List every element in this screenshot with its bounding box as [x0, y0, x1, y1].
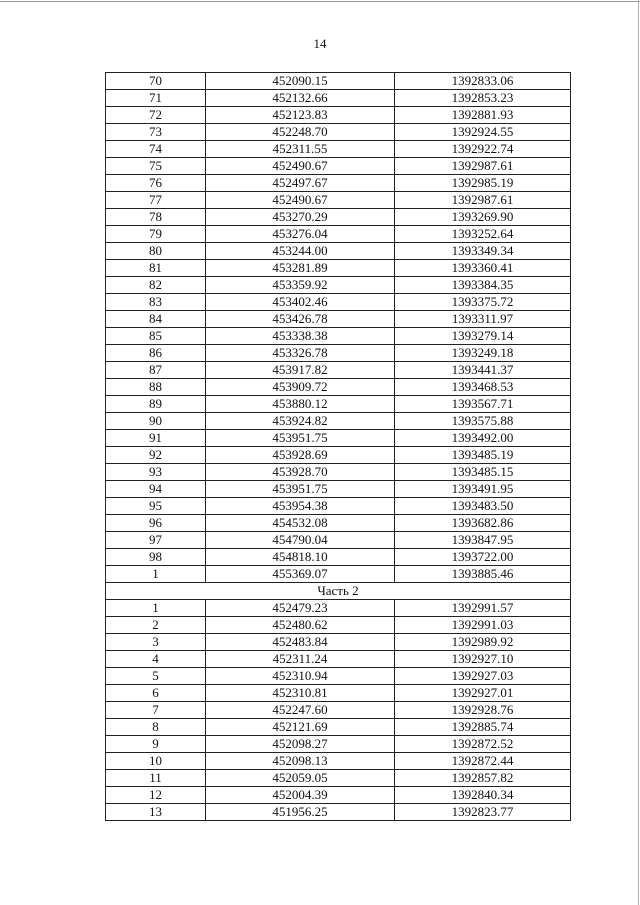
- y-coordinate-cell: 1393311.97: [395, 311, 571, 328]
- x-coordinate-cell: 452059.05: [206, 770, 395, 787]
- table-row: [106, 481, 571, 498]
- y-coordinate-cell: 1392927.03: [395, 668, 571, 685]
- table-row: [106, 719, 571, 736]
- point-number-cell: 97: [106, 532, 206, 549]
- y-coordinate-cell: 1392991.57: [395, 600, 571, 617]
- y-coordinate-cell: 1393885.46: [395, 566, 571, 583]
- table-row: [106, 90, 571, 107]
- y-coordinate-cell: 1392833.06: [395, 73, 571, 90]
- coordinates-table: [105, 72, 571, 821]
- point-number-cell: 91: [106, 430, 206, 447]
- table-row: [106, 209, 571, 226]
- x-coordinate-cell: 455369.07: [206, 566, 395, 583]
- y-coordinate-cell: 1393567.71: [395, 396, 571, 413]
- x-coordinate-cell: 451956.25: [206, 804, 395, 821]
- point-number-cell: 1: [106, 566, 206, 583]
- point-number-cell: 81: [106, 260, 206, 277]
- y-coordinate-cell: 1392927.10: [395, 651, 571, 668]
- scan-border-right: [638, 0, 639, 905]
- table-row: [106, 498, 571, 515]
- table-row: [106, 464, 571, 481]
- point-number-cell: 2: [106, 617, 206, 634]
- table-row: [106, 702, 571, 719]
- y-coordinate-cell: 1392924.55: [395, 124, 571, 141]
- x-coordinate-cell: 452098.13: [206, 753, 395, 770]
- page-number: 14: [313, 36, 327, 51]
- x-coordinate-cell: 452247.60: [206, 702, 395, 719]
- x-coordinate-cell: 452098.27: [206, 736, 395, 753]
- y-coordinate-cell: 1393360.41: [395, 260, 571, 277]
- table-row: [106, 430, 571, 447]
- x-coordinate-cell: 453326.78: [206, 345, 395, 362]
- point-number-cell: 8: [106, 719, 206, 736]
- x-coordinate-cell: 452497.67: [206, 175, 395, 192]
- x-coordinate-cell: 452479.23: [206, 600, 395, 617]
- y-coordinate-cell: 1392991.03: [395, 617, 571, 634]
- table-row: [106, 124, 571, 141]
- point-number-cell: 10: [106, 753, 206, 770]
- x-coordinate-cell: 453426.78: [206, 311, 395, 328]
- point-number-cell: 78: [106, 209, 206, 226]
- table-row: [106, 277, 571, 294]
- table-row: [106, 192, 571, 209]
- coordinates-table-section: [106, 583, 571, 600]
- x-coordinate-cell: 452310.94: [206, 668, 395, 685]
- table-row: [106, 549, 571, 566]
- point-number-cell: 80: [106, 243, 206, 260]
- table-row: [106, 294, 571, 311]
- y-coordinate-cell: 1393375.72: [395, 294, 571, 311]
- point-number-cell: 3: [106, 634, 206, 651]
- x-coordinate-cell: 452311.55: [206, 141, 395, 158]
- point-number-cell: 88: [106, 379, 206, 396]
- y-coordinate-cell: 1392840.34: [395, 787, 571, 804]
- point-number-cell: 74: [106, 141, 206, 158]
- x-coordinate-cell: 452311.24: [206, 651, 395, 668]
- table-row: [106, 736, 571, 753]
- x-coordinate-cell: 453402.46: [206, 294, 395, 311]
- point-number-cell: 75: [106, 158, 206, 175]
- x-coordinate-cell: 453909.72: [206, 379, 395, 396]
- x-coordinate-cell: 452480.62: [206, 617, 395, 634]
- y-coordinate-cell: 1392928.76: [395, 702, 571, 719]
- x-coordinate-cell: 453928.69: [206, 447, 395, 464]
- table-row: [106, 362, 571, 379]
- x-coordinate-cell: 453244.00: [206, 243, 395, 260]
- x-coordinate-cell: 454532.08: [206, 515, 395, 532]
- table-row: [106, 328, 571, 345]
- table-row: [106, 345, 571, 362]
- table-row: [106, 515, 571, 532]
- scan-border-top: [0, 1, 640, 2]
- table-row: [106, 379, 571, 396]
- y-coordinate-cell: 1392987.61: [395, 192, 571, 209]
- section-row: [106, 583, 571, 600]
- x-coordinate-cell: 453281.89: [206, 260, 395, 277]
- x-coordinate-cell: 453924.82: [206, 413, 395, 430]
- x-coordinate-cell: 452490.67: [206, 192, 395, 209]
- y-coordinate-cell: 1392989.92: [395, 634, 571, 651]
- y-coordinate-cell: 1393575.88: [395, 413, 571, 430]
- section-label: Часть 2: [106, 583, 571, 600]
- point-number-cell: 87: [106, 362, 206, 379]
- table-row: [106, 107, 571, 124]
- table-row: [106, 566, 571, 583]
- y-coordinate-cell: 1392872.44: [395, 753, 571, 770]
- x-coordinate-cell: 453880.12: [206, 396, 395, 413]
- point-number-cell: 79: [106, 226, 206, 243]
- table-row: [106, 617, 571, 634]
- x-coordinate-cell: 452248.70: [206, 124, 395, 141]
- x-coordinate-cell: 452132.66: [206, 90, 395, 107]
- point-number-cell: 89: [106, 396, 206, 413]
- x-coordinate-cell: 454818.10: [206, 549, 395, 566]
- point-number-cell: 4: [106, 651, 206, 668]
- y-coordinate-cell: 1392881.93: [395, 107, 571, 124]
- y-coordinate-cell: 1392823.77: [395, 804, 571, 821]
- y-coordinate-cell: 1393682.86: [395, 515, 571, 532]
- table-row: [106, 770, 571, 787]
- table-row: [106, 651, 571, 668]
- table-row: [106, 753, 571, 770]
- y-coordinate-cell: 1393722.00: [395, 549, 571, 566]
- y-coordinate-cell: 1393483.50: [395, 498, 571, 515]
- x-coordinate-cell: 453951.75: [206, 430, 395, 447]
- coordinates-table-part2: [106, 600, 571, 821]
- x-coordinate-cell: 454790.04: [206, 532, 395, 549]
- y-coordinate-cell: 1393384.35: [395, 277, 571, 294]
- x-coordinate-cell: 452090.15: [206, 73, 395, 90]
- x-coordinate-cell: 453917.82: [206, 362, 395, 379]
- point-number-cell: 96: [106, 515, 206, 532]
- point-number-cell: 77: [106, 192, 206, 209]
- table-row: [106, 158, 571, 175]
- point-number-cell: 84: [106, 311, 206, 328]
- table-row: [106, 226, 571, 243]
- point-number-cell: 73: [106, 124, 206, 141]
- point-number-cell: 94: [106, 481, 206, 498]
- point-number-cell: 85: [106, 328, 206, 345]
- y-coordinate-cell: 1393249.18: [395, 345, 571, 362]
- table-row: [106, 73, 571, 90]
- x-coordinate-cell: 452123.83: [206, 107, 395, 124]
- coordinates-table-part1: [106, 73, 571, 583]
- point-number-cell: 95: [106, 498, 206, 515]
- point-number-cell: 90: [106, 413, 206, 430]
- x-coordinate-cell: 453951.75: [206, 481, 395, 498]
- point-number-cell: 71: [106, 90, 206, 107]
- point-number-cell: 76: [106, 175, 206, 192]
- x-coordinate-cell: 453276.04: [206, 226, 395, 243]
- x-coordinate-cell: 452490.67: [206, 158, 395, 175]
- table-row: [106, 668, 571, 685]
- point-number-cell: 1: [106, 600, 206, 617]
- table-row: [106, 634, 571, 651]
- x-coordinate-cell: 453338.38: [206, 328, 395, 345]
- y-coordinate-cell: 1393441.37: [395, 362, 571, 379]
- y-coordinate-cell: 1393269.90: [395, 209, 571, 226]
- y-coordinate-cell: 1393468.53: [395, 379, 571, 396]
- y-coordinate-cell: 1392922.74: [395, 141, 571, 158]
- y-coordinate-cell: 1392985.19: [395, 175, 571, 192]
- point-number-cell: 92: [106, 447, 206, 464]
- table-row: [106, 685, 571, 702]
- point-number-cell: 93: [106, 464, 206, 481]
- point-number-cell: 7: [106, 702, 206, 719]
- table-row: [106, 447, 571, 464]
- x-coordinate-cell: 453954.38: [206, 498, 395, 515]
- table-row: [106, 243, 571, 260]
- x-coordinate-cell: 452310.81: [206, 685, 395, 702]
- point-number-cell: 12: [106, 787, 206, 804]
- point-number-cell: 6: [106, 685, 206, 702]
- y-coordinate-cell: 1392885.74: [395, 719, 571, 736]
- y-coordinate-cell: 1393485.19: [395, 447, 571, 464]
- x-coordinate-cell: 452121.69: [206, 719, 395, 736]
- y-coordinate-cell: 1392853.23: [395, 90, 571, 107]
- table-row: [106, 804, 571, 821]
- point-number-cell: 9: [106, 736, 206, 753]
- y-coordinate-cell: 1392927.01: [395, 685, 571, 702]
- y-coordinate-cell: 1392987.61: [395, 158, 571, 175]
- point-number-cell: 98: [106, 549, 206, 566]
- y-coordinate-cell: 1393485.15: [395, 464, 571, 481]
- point-number-cell: 72: [106, 107, 206, 124]
- table-row: [106, 311, 571, 328]
- table-row: [106, 141, 571, 158]
- x-coordinate-cell: 453359.92: [206, 277, 395, 294]
- y-coordinate-cell: 1392872.52: [395, 736, 571, 753]
- x-coordinate-cell: 453928.70: [206, 464, 395, 481]
- point-number-cell: 70: [106, 73, 206, 90]
- y-coordinate-cell: 1393492.00: [395, 430, 571, 447]
- table-row: [106, 413, 571, 430]
- y-coordinate-cell: 1393349.34: [395, 243, 571, 260]
- y-coordinate-cell: 1393279.14: [395, 328, 571, 345]
- table-row: [106, 175, 571, 192]
- x-coordinate-cell: 452483.84: [206, 634, 395, 651]
- y-coordinate-cell: 1393491.95: [395, 481, 571, 498]
- table-row: [106, 260, 571, 277]
- point-number-cell: 13: [106, 804, 206, 821]
- x-coordinate-cell: 453270.29: [206, 209, 395, 226]
- y-coordinate-cell: 1393847.95: [395, 532, 571, 549]
- table-row: [106, 532, 571, 549]
- x-coordinate-cell: 452004.39: [206, 787, 395, 804]
- y-coordinate-cell: 1393252.64: [395, 226, 571, 243]
- table-row: [106, 600, 571, 617]
- point-number-cell: 86: [106, 345, 206, 362]
- point-number-cell: 83: [106, 294, 206, 311]
- point-number-cell: 5: [106, 668, 206, 685]
- table-row: [106, 787, 571, 804]
- table-row: [106, 396, 571, 413]
- y-coordinate-cell: 1392857.82: [395, 770, 571, 787]
- point-number-cell: 82: [106, 277, 206, 294]
- point-number-cell: 11: [106, 770, 206, 787]
